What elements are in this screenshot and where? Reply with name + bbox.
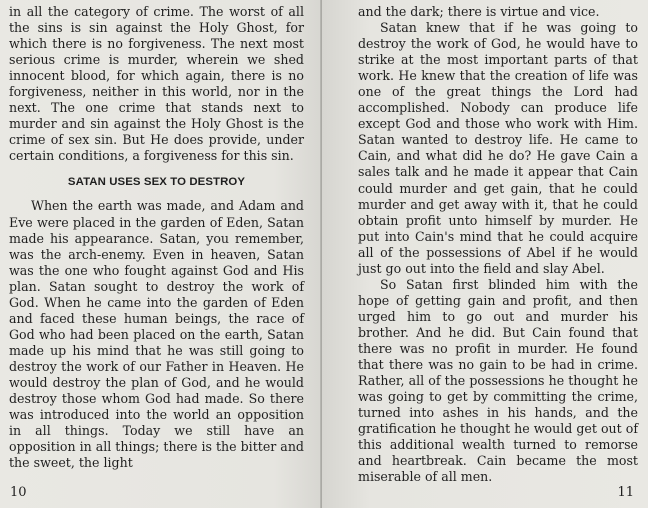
left-paragraph-1: in all the category of crime. The worst of all the sins is sin against the Holy Ghost, for which there is no forgiveness. The next most serious crime is murder, wherein we shed innocent blood, for which again, there is no forgiveness, neither in this world, nor in the next. The one crime that stands next to murder and sin against the Holy Ghost is the crime of sex sin. But He does provide, under certain conditions, a forgiveness for this sin. xyxy=(9,4,304,164)
right-paragraph-1: and the dark; there is virtue and vice. xyxy=(358,4,600,19)
right-page xyxy=(322,0,648,508)
right-paragraph-3: So Satan first blinded him with the hope of getting gain and profit, and then urged him to go out and murder his brother. And he did. But Cain found that there was no profit in murder. He found that there was no gain to be had in crime. Rather, all of the possessions he thought he was going to get by committing the crime, turned into ashes in his hands, and the gratification he thought he would get out of this additional wealth turned to remorse and heartbreak. Cain became the most miserable of all men. xyxy=(358,276,638,485)
page-number-right: 11 xyxy=(617,485,634,500)
left-paragraph-2: When the earth was made, and Adam and Eve were placed in the garden of Eden, Satan made his appearance. Satan, you remember, was the arch-enemy. Even in heaven, Satan was the one who fought against God and His plan. Satan sought to destroy the work of God. When he came into the garden of Eden and faced these human beings, the race of God who had been placed on the earth, Satan made up his mind that he was still going to destroy the work of our Father in Heaven. He would destroy the plan of God, and he would destroy those whom God had made. So there was introduced into the world an opposition in all things. Today we still have an opposition in all things; there is the bitter and the sweet, the light xyxy=(9,198,304,471)
section-heading: SATAN USES SEX TO DESTROY xyxy=(67,176,246,189)
page-number-left: 10 xyxy=(10,485,27,500)
left-page xyxy=(0,0,322,508)
right-paragraph-2: Satan knew that if he was going to destroy the work of God, he would have to strike at the most important parts of that work. He knew that the creation of life was one of the great things the Lord had accomplished. Nobody can produce life except God and those who work with Him. Satan wanted to destroy life. He came to Cain, and what did he do? He gave Cain a sales talk and he made it appear that Cain could murder and get gain, that he could murder and get away with it, that he could obtain profit unto himself by murder. He put into Cain's mind that he could acquire all of the possessions of Abel if he would just go out into the field and slay Abel. xyxy=(358,20,638,276)
